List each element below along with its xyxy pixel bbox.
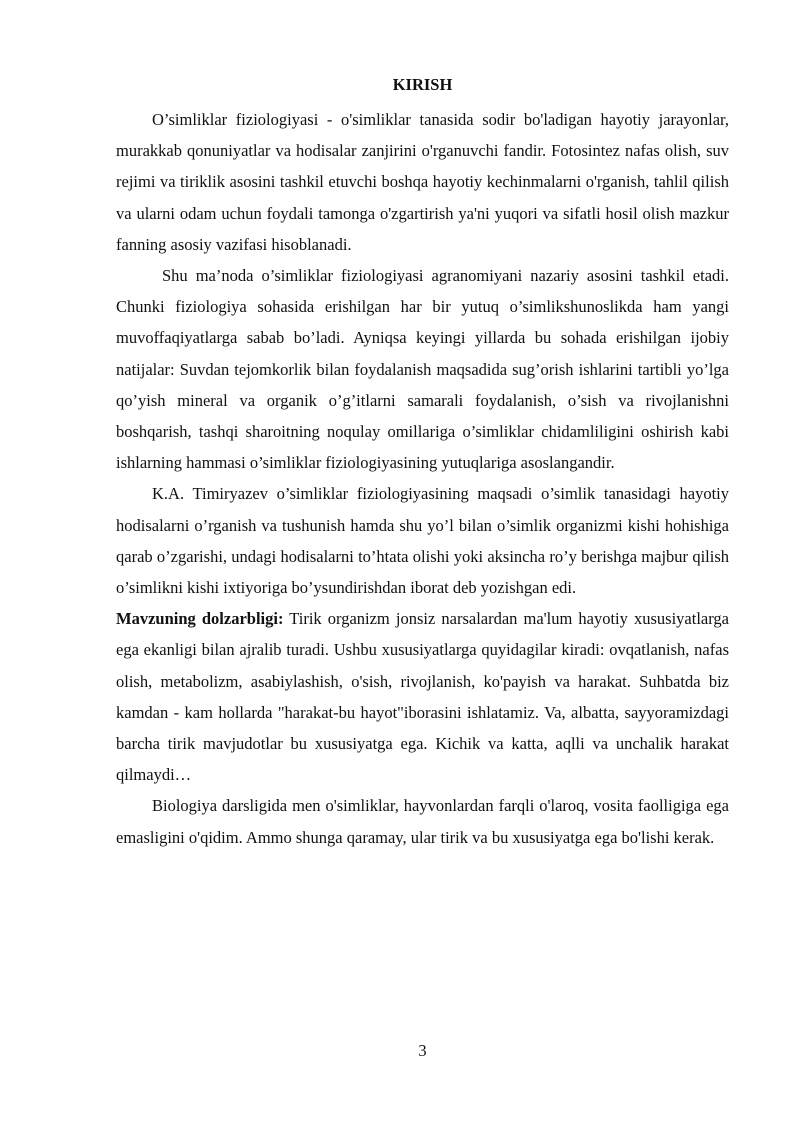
paragraph-timiryazev [116,478,729,603]
paragraph-text: Biologiya darsligida men o'simliklar, hayvonlardan farqli o'laroq, vosita faolligiga ega emasligini o'qidim. Ammo shunga qaramay, ular tirik va bu xususiyatga ega bo'lishi kerak. [116,796,729,847]
page-number: 3 [418,1041,427,1060]
paragraph-biology [116,790,729,852]
paragraph-lead: Mavzuning dolzarbligi: [116,609,284,629]
paragraph-text: Tirik organizm jonsiz narsalardan ma'lum hayotiy xususiyatlarga ega ekanligi bilan ajralib turadi. Ushbu xususiyatlarga quyidagilar kiradi: ovqatlanish, nafas olish, metabolizm, asabiylashish, o'sish, rivojlanish, ko'payish va harakat. Suhbatda biz kamdan - kam hollarda "harakat-bu hayot"iborasini ishlatamiz. Va, albatta, sayyoramizdagi barcha tirik mavjudotlar bu xususiyatga ega. Kichik va katta, aqlli va unchalik harakat qilmaydi… [116,609,730,785]
body-text [116,104,729,853]
paragraph-text: K.A. Timiryazev o’simliklar fiziologiyasining maqsadi o’simlik tanasidagi hayotiy hodisalarni o’rganish va tushunish hamda shu yo’l bilan o’simlik organizmi kishi hohishiga qarab o’zgarishi, undagi hodisalarni to’htata olishi yoki aksincha ro’y berishga majbur qilish o’simlikni kishi ixtiyoriga bo’ysundirishdan iborat deb yozishgan edi. [116,484,729,598]
paragraph-text: Shu ma’noda o’simliklar fiziologiyasi agranomiyani nazariy asosini tashkil etadi. Chunki fiziologiya sohasida erishilgan har bir yutuq o’simlikshunoslikda ham yangi muvoffaqiyatlarga sabab bo’ladi. Ayniqsa keyingi yillarda bu sohada erishilgan ijobiy natijalar: Suvdan tejomkorlik bilan foydalanish maqsadida sug’orish ishlarini tartibli yo’lga qo’yish mineral va organik o’g’itlarni samarali foydalanish, o’sish va rivojlanishni boshqarish, tashqi sharoitning noqulay omillariga o’simliklar chidamliligini oshirish kabi ishlarning hammasi o’simliklar fiziologiyasining yutuqlariga asoslangandir. [116,266,729,473]
section-title: KIRISH [392,75,453,94]
paragraph-agronomy [116,260,729,478]
paragraph-text: O’simliklar fiziologiyasi - o'simliklar tanasida sodir bo'ladigan hayotiy jarayonlar, murakkab qonuniyatlar va hodisalar zanjirini o'rganuvchi fandir. Fotosintez nafas olish, suv rejimi va tiriklik asosini tashkil etuvchi boshqa hayotiy kechinmalarni o'rganish, tahlil qilish va ularni odam uchun foydali tamonga o'zgartirish ya'ni yuqori va sifatli hosil olish mazkur fanning asosiy vazifasi hisoblanadi. [116,110,729,254]
paragraph-intro [116,104,729,260]
paragraph-relevance [116,603,729,790]
